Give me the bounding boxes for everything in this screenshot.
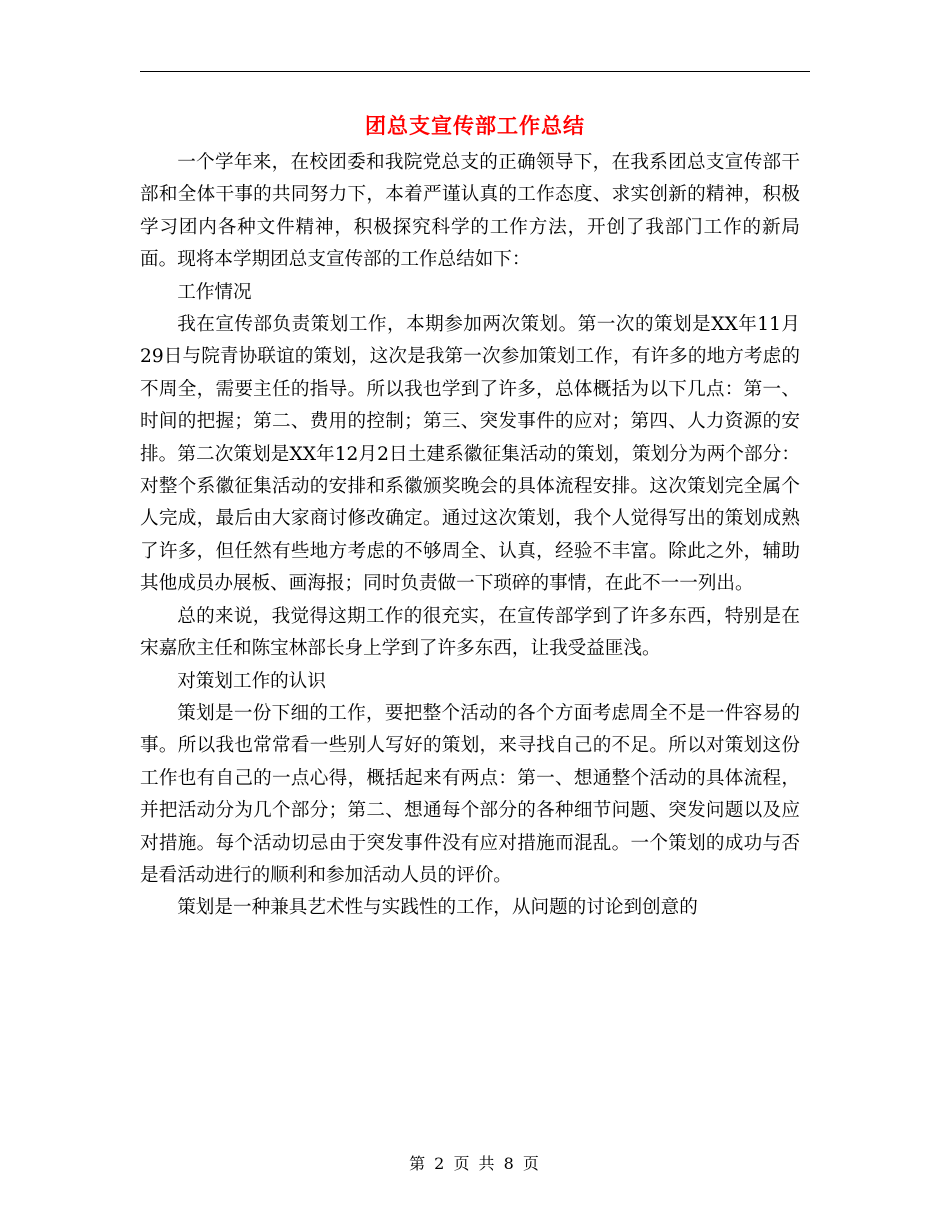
page-number: 第 2 页 共 8 页 bbox=[409, 1154, 541, 1173]
paragraph-planning-insight: 策划是一份下细的工作，要把整个活动的各个方面考虑周全不是一件容易的事。所以我也常常看一些别人写好的策划，来寻找自己的不足。所以对策划这份工作也有自己的一点心得，概括起来有两点：第一、想通整个活动的具体流程，并把活动分为几个部分；第二、想通每个部分的各种细节问题、突发问题以及应对措施。每个活动切忌由于突发事件没有应对措施而混乱。一个策划的成功与否是看活动进行的顺利和参加活动人员的评价。 bbox=[140, 702, 800, 886]
section-heading-work-status: 工作情况 bbox=[177, 281, 252, 303]
document-body bbox=[140, 147, 800, 925]
paragraph-intro: 一个学年来，在校团委和我院党总支的正确领导下，在我系团总支宣传部干部和全体干事的共同努力下，本着严谨认真的工作态度、求实创新的精神，积极学习团内各种文件精神，积极探究科学的工作方法，开创了我部门工作的新局面。现将本学期团总支宣传部的工作总结如下： bbox=[140, 152, 800, 271]
paragraph-work-details: 我在宣传部负责策划工作，本期参加两次策划。第一次的策划是XX年11月29日与院青协联谊的策划，这次是我第一次参加策划工作，有许多的地方考虑的不周全，需要主任的指导。所以我也学到了许多，总体概括为以下几点：第一、时间的把握；第二、费用的控制；第三、突发事件的应对；第四、人力资源的安排。第二次策划是XX年12月2日土建系徽征集活动的策划，策划分为两个部分：对整个系徽征集活动的安排和系徽颁奖晚会的具体流程安排。这次策划完全属个人完成，最后由大家商讨修改确定。通过这次策划，我个人觉得写出的策划成熟了许多，但任然有些地方考虑的不够周全、认真，经验不丰富。除此之外，辅助其他成员办展板、画海报；同时负责做一下琐碎的事情，在此不一一列出。 bbox=[140, 314, 800, 595]
paragraph-summary: 总的来说，我觉得这期工作的很充实，在宣传部学到了许多东西，特别是在宋嘉欣主任和陈宝林部长身上学到了许多东西，让我受益匪浅。 bbox=[140, 605, 800, 660]
paragraph-planning-nature: 策划是一种兼具艺术性与实践性的工作，从问题的讨论到创意的 bbox=[177, 897, 698, 919]
document-title: 团总支宣传部工作总结 bbox=[365, 113, 585, 138]
header-rule bbox=[140, 71, 810, 72]
section-heading-planning: 对策划工作的认识 bbox=[177, 670, 326, 692]
